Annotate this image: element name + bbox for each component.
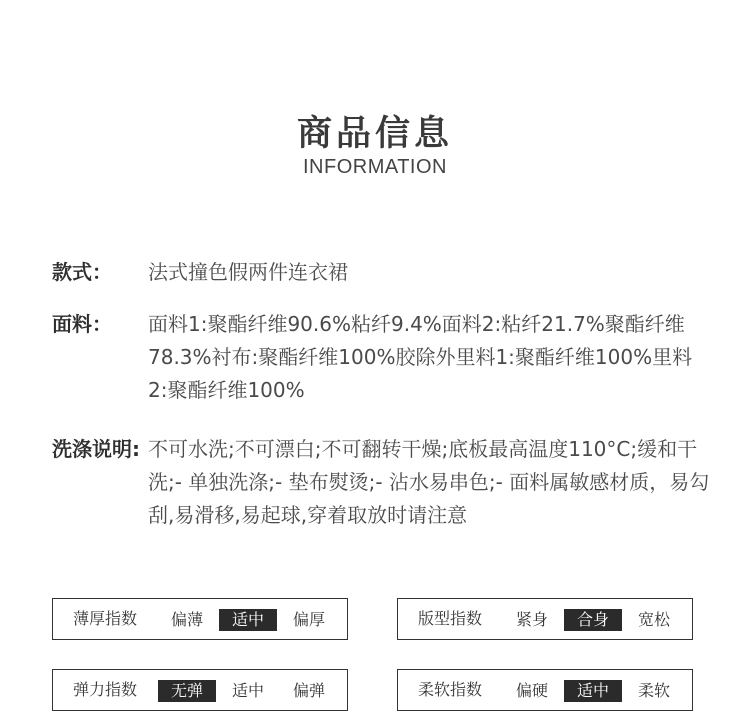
fit-index-title: 版型指数 [418, 609, 483, 628]
thickness-index-box [52, 598, 348, 640]
stretch-option-high: 偏弹 [292, 681, 325, 700]
style-value: 法式撞色假两件连衣裙 [148, 260, 348, 284]
fit-option-tight: 紧身 [515, 610, 548, 629]
softness-index-title: 柔软指数 [418, 680, 483, 699]
stretch-option-none: 无弹 [158, 680, 216, 702]
thickness-option-thin: 偏薄 [170, 610, 203, 629]
fit-index-box [397, 598, 693, 640]
stretch-index-box [52, 669, 348, 711]
fabric-label: 面料： [52, 312, 112, 336]
thickness-index-title: 薄厚指数 [73, 609, 138, 628]
care-label: 洗涤说明: [52, 437, 140, 461]
stretch-option-medium: 适中 [231, 681, 264, 700]
thickness-option-thick: 偏厚 [292, 610, 325, 629]
thickness-option-medium: 适中 [219, 609, 277, 631]
page-subtitle: INFORMATION [302, 156, 447, 178]
stretch-index-title: 弹力指数 [73, 680, 138, 699]
fit-option-loose: 宽松 [637, 610, 670, 629]
page-title: 商品信息 [296, 114, 453, 154]
fabric-value: 面料1:聚酯纤维90.6%粘纤9.4%面料2:粘纤21.7%聚酯纤维78.3%衬布:聚酯纤维100%胶除外里料1:聚酯纤维100%里料2:聚酯纤维100% [148, 312, 693, 402]
softness-option-soft: 柔软 [637, 681, 670, 700]
softness-index-box [397, 669, 693, 711]
style-label: 款式： [52, 260, 112, 284]
softness-option-medium: 适中 [564, 680, 622, 702]
fit-option-regular: 合身 [564, 609, 622, 631]
softness-option-hard: 偏硬 [515, 681, 548, 700]
care-value: 不可水洗;不可漂白;不可翻转干燥;底板最高温度110°C;缓和干洗;- 单独洗涤;- 垫布熨烫;- 沾水易串色;- 面料属敏感材质，易勾刮,易滑移,易起球,穿着取放时请注意 [148, 437, 710, 527]
